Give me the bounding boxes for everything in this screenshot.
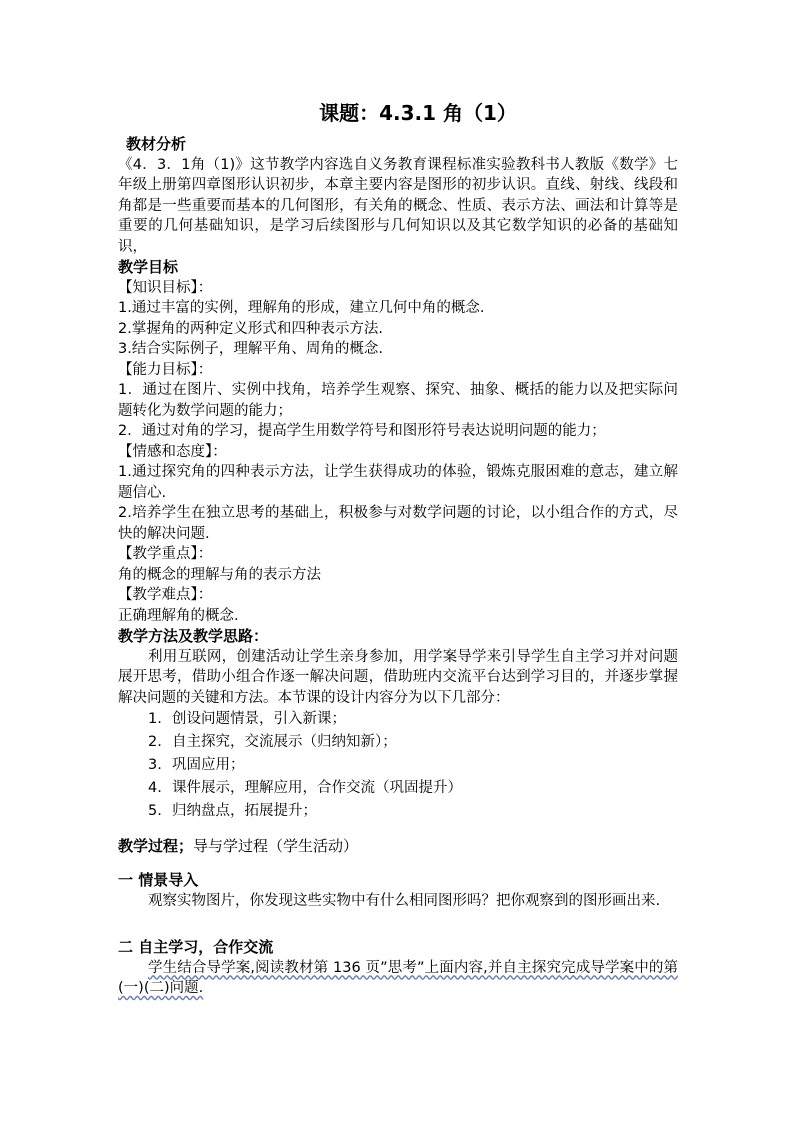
list-item: 4. 课件展示，理解应用，合作交流（巩固提升）	[148, 780, 462, 796]
knowledge-item: 3.结合实际例子，理解平角、周角的概念.	[118, 341, 383, 357]
process-heading: 教学过程；导与学过程（学生活动）	[118, 837, 359, 855]
emotion-label: 【情感和态度】：	[118, 443, 227, 460]
list-item: 2. 自主探究，交流展示（归纳知新）；	[148, 734, 397, 750]
section-2-text: 学生结合导学案,阅读教材第 136 页”思考”上面内容,并自主探究完成导学案中的第(一)(二)问题.	[118, 959, 678, 996]
ability-label: 【能力目标】：	[118, 361, 213, 378]
method-steps	[118, 708, 678, 823]
ability-item: 1．通过在图片、实例中找角，培养学生观察、探究、抽象、概括的能力以及把实际问题转化为数学问题的能力；	[118, 382, 678, 419]
method-heading: 教学方法及教学思路：	[118, 627, 269, 645]
key-text: 角的概念的理解与角的表示方法	[118, 566, 321, 583]
emotion-item: 1.通过探究角的四种表示方法，让学生获得成功的体验，锻炼克服困难的意志，建立解题信心.	[118, 464, 678, 501]
method-text: 利用互联网，创建活动让学生亲身参加，用学案导学来引导学生自主学习并对问题展开思考，借助小组合作逐一解决问题，借助班内交流平台达到学习目的，并逐步掌握解决问题的关键和方法。本节课的设计内容分为以下几部分：	[118, 648, 678, 706]
list-item: 5. 归纳盘点，拓展提升；	[148, 803, 317, 819]
difficulty-text: 正确理解角的概念.	[118, 607, 239, 624]
section-2-heading: 二 自主学习，合作交流	[118, 937, 274, 956]
list-item: 3. 巩固应用；	[148, 757, 245, 773]
document-page	[118, 100, 678, 999]
emotion-item: 2.培养学生在独立思考的基础上，积极参与对数学问题的讨论，以小组合作的方式，尽快的解决问题.	[118, 505, 678, 542]
analysis-heading: 教材分析	[126, 135, 187, 153]
knowledge-item: 2.掌握角的两种定义形式和四种表示方法.	[118, 320, 383, 337]
section-1-text: 观察实物图片，你发现这些实物中有什么相同图形吗？把你观察到的图形画出来.	[148, 893, 661, 909]
section-1-heading: 一 情景导入	[118, 871, 199, 889]
page-title: 课题：4.3.1 角（1）	[319, 101, 517, 125]
process-subheading: 导与学过程（学生活动）	[193, 837, 359, 855]
goals-heading: 教学目标	[118, 258, 179, 276]
difficulty-label: 【教学难点】：	[118, 587, 213, 603]
knowledge-label: 【知识目标】：	[118, 279, 213, 296]
list-item: 1. 创设问题情景，引入新课；	[148, 711, 346, 727]
key-label: 【教学重点】：	[118, 546, 213, 562]
ability-item: 2．通过对角的学习，提高学生用数学符号和图形符号表达说明问题的能力；	[118, 423, 606, 439]
knowledge-item: 1.通过丰富的实例，理解角的形成，建立几何中角的概念.	[118, 300, 485, 316]
analysis-text: 《4．3．1角（1)》这节教学内容选自义务教育课程标准实验教科书人教版《数学》七年级上册第四章图形认识初步，本章主要内容是图形的初步认识。直线、射线、线段和角都是一些重要而基本的几何图形，有关角的概念、性质、表示方法、画法和计算等是重要的几何基础知识，是学习后续图形与几何知识以及其它数学知识的必备的基础知识，	[118, 156, 678, 255]
